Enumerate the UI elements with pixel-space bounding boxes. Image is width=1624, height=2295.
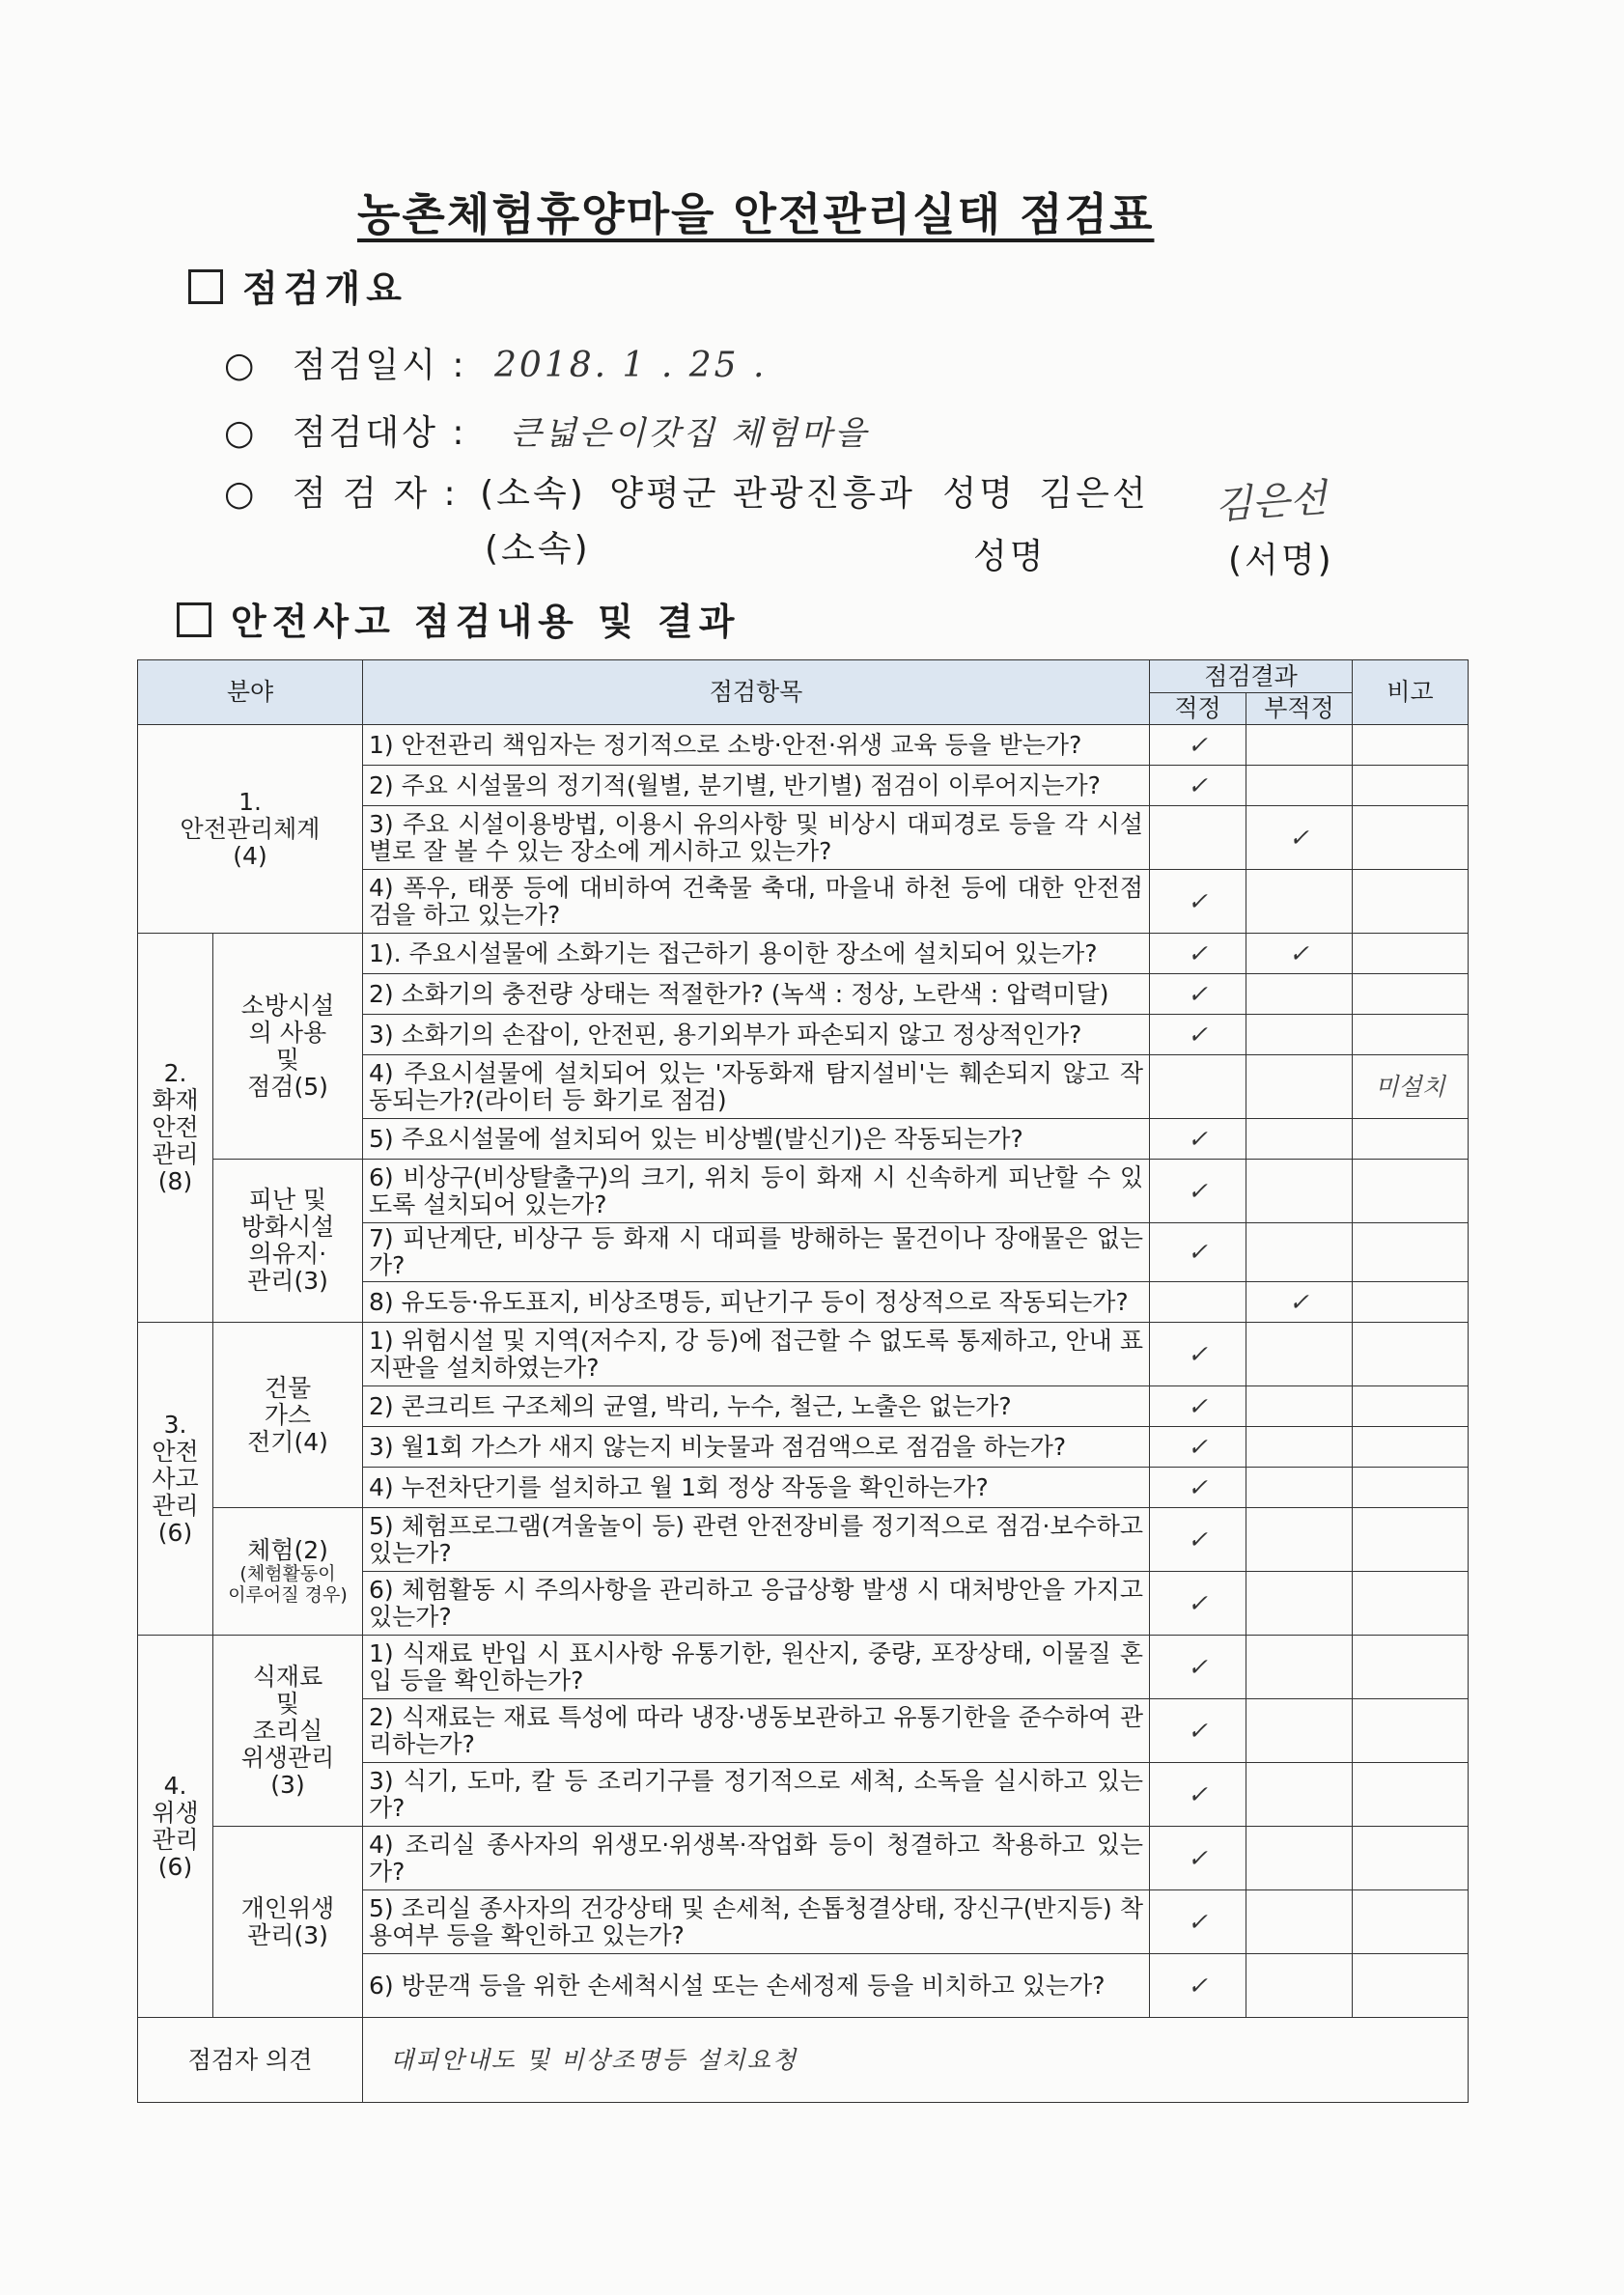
item-text: 4) 폭우, 태풍 등에 대비하여 건축물 축대, 마을내 하천 등에 대한 안전점검을 하고 있는가?: [363, 870, 1150, 934]
date-row: [224, 338, 767, 387]
result-ok-mark: ✓: [1150, 1508, 1246, 1572]
section-overview-label: 점검개요: [242, 267, 407, 310]
result-ok-mark: ✓: [1150, 766, 1246, 806]
table-row: [138, 1508, 1469, 1572]
note-cell: [1353, 1160, 1469, 1223]
date-label: 점검일시 :: [292, 346, 467, 385]
note-cell: [1353, 766, 1469, 806]
bullet-circle-icon: ○: [224, 346, 258, 385]
target-label: 점검대상 :: [292, 413, 467, 453]
inspector-row: [224, 466, 1149, 516]
item-text: 1). 주요시설물에 소화기는 접근하기 용이한 장소에 설치되어 있는가?: [363, 934, 1150, 974]
result-ok-mark: ✓: [1150, 1954, 1246, 2018]
category-3: 3. 안전 사고 관리 (6): [138, 1323, 213, 1636]
result-ng-mark: [1246, 1763, 1353, 1827]
result-ok-mark: ✓: [1150, 725, 1246, 766]
subcategory-2a: 소방시설 의 사용 및 점검(5): [213, 934, 363, 1160]
item-text: 5) 체험프로그램(겨울놀이 등) 관련 안전장비를 정기적으로 점검·보수하고 있는가?: [363, 1508, 1150, 1572]
table-row: [138, 1160, 1469, 1223]
item-text: 6) 비상구(비상탈출구)의 크기, 위치 등이 화재 시 신속하게 피난할 수 있도록 설치되어 있는가?: [363, 1160, 1150, 1223]
bullet-circle-icon: ○: [224, 413, 258, 453]
result-ok-mark: ✓: [1150, 1827, 1246, 1890]
result-ok-mark: ✓: [1150, 870, 1246, 934]
note-cell: [1353, 806, 1469, 870]
result-ng-mark: ✓: [1246, 1282, 1353, 1323]
result-ng-mark: [1246, 1427, 1353, 1468]
name-label-2: 성명: [973, 537, 1047, 576]
item-text: 8) 유도등·유도표지, 비상조명등, 피난기구 등이 정상적으로 작동되는가?: [363, 1282, 1150, 1323]
result-ng-mark: [1246, 1890, 1353, 1954]
result-ng-mark: [1246, 1954, 1353, 2018]
inspection-table: [137, 659, 1469, 2103]
result-ok-mark: ✓: [1150, 1468, 1246, 1508]
table-row: [138, 934, 1469, 974]
result-ng-mark: [1246, 1468, 1353, 1508]
result-ok-mark: ✓: [1150, 974, 1246, 1015]
subcategory-4a: 식재료 및 조리실 위생관리 (3): [213, 1636, 363, 1827]
result-ok-mark: [1150, 1055, 1246, 1119]
result-ok-mark: ✓: [1150, 1323, 1246, 1386]
note-cell: [1353, 974, 1469, 1015]
note-cell: [1353, 1508, 1469, 1572]
result-ok-mark: ✓: [1150, 1699, 1246, 1763]
note-cell: [1353, 1763, 1469, 1827]
item-text: 2) 콘크리트 구조체의 균열, 박리, 누수, 철근, 노출은 없는가?: [363, 1386, 1150, 1427]
result-ok-mark: ✓: [1150, 1119, 1246, 1160]
table-header-row: [138, 660, 1469, 693]
header-note: 비고: [1353, 660, 1469, 725]
checkbox-square-icon: [188, 269, 223, 304]
note-cell: [1353, 1386, 1469, 1427]
result-ok-mark: ✓: [1150, 1890, 1246, 1954]
name-label: 성명: [942, 474, 1016, 514]
note-cell: [1353, 1890, 1469, 1954]
result-ok-mark: ✓: [1150, 1223, 1246, 1282]
note-cell: [1353, 1954, 1469, 2018]
result-ok-mark: [1150, 806, 1246, 870]
subcategory-3a: 건물 가스 전기(4): [213, 1323, 363, 1508]
result-ok-mark: ✓: [1150, 1160, 1246, 1223]
item-text: 3) 주요 시설이용방법, 이용시 유의사항 및 비상시 대피경로 등을 각 시설별로 잘 볼 수 있는 장소에 게시하고 있는가?: [363, 806, 1150, 870]
result-ng-mark: [1246, 1119, 1353, 1160]
item-text: 7) 피난계단, 비상구 등 화재 시 대피를 방해하는 물건이나 장애물은 없는가?: [363, 1223, 1150, 1282]
target-value: 큰넓은이갓집 체험마을: [510, 414, 870, 453]
result-ng-mark: ✓: [1246, 934, 1353, 974]
section-results-label: 안전사고 점검내용 및 결과: [231, 601, 741, 643]
item-text: 6) 방문객 등을 위한 손세척시설 또는 손세정제 등을 비치하고 있는가?: [363, 1954, 1150, 2018]
result-ng-mark: [1246, 870, 1353, 934]
result-ok-mark: ✓: [1150, 1572, 1246, 1636]
note-cell: [1353, 1572, 1469, 1636]
subcategory-3b-note: (체험활동이 이루어질 경우): [228, 1563, 348, 1606]
note-cell: 미설치: [1353, 1055, 1469, 1119]
item-text: 2) 식재료는 재료 특성에 따라 냉장·냉동보관하고 유통기한을 준수하여 관리하는가?: [363, 1699, 1150, 1763]
opinion-value: 대피안내도 및 비상조명등 설치요청: [363, 2018, 1469, 2103]
result-ng-mark: [1246, 1699, 1353, 1763]
handwritten-signature: 김은선: [1213, 476, 1329, 528]
sign-label: (서명): [1228, 541, 1334, 580]
name-value: 김은선: [1039, 474, 1149, 514]
result-ng-mark: [1246, 1223, 1353, 1282]
item-text: 3) 월1회 가스가 새지 않는지 비눗물과 점검액으로 점검을 하는가?: [363, 1427, 1150, 1468]
result-ng-mark: [1246, 1015, 1353, 1055]
page-title: 농촌체험휴양마을 안전관리실태 점검표: [357, 188, 1155, 240]
note-cell: [1353, 1699, 1469, 1763]
result-ok-mark: ✓: [1150, 1763, 1246, 1827]
table-row: [138, 725, 1469, 766]
header-items: 점검항목: [363, 660, 1150, 725]
note-cell: [1353, 1323, 1469, 1386]
result-ng-mark: [1246, 1160, 1353, 1223]
note-cell: [1353, 1282, 1469, 1323]
result-ng-mark: [1246, 1508, 1353, 1572]
subcategory-4b: 개인위생 관리(3): [213, 1827, 363, 2018]
item-text: 1) 위험시설 및 지역(저수지, 강 등)에 접근할 수 없도록 통제하고, 안내 표지판을 설치하였는가?: [363, 1323, 1150, 1386]
section-results-heading: [177, 592, 740, 645]
item-text: 5) 주요시설물에 설치되어 있는 비상벨(발신기)은 작동되는가?: [363, 1119, 1150, 1160]
checkbox-square-icon: [177, 602, 211, 637]
table-row: [138, 1323, 1469, 1386]
note-cell: [1353, 1427, 1469, 1468]
item-text: 5) 조리실 종사자의 건강상태 및 손세척, 손톱청결상태, 장신구(반지등) 착용여부 등을 확인하고 있는가?: [363, 1890, 1150, 1954]
subcategory-2b: 피난 및 방화시설 의유지· 관리(3): [213, 1160, 363, 1323]
item-text: 4) 누전차단기를 설치하고 월 1회 정상 작동을 확인하는가?: [363, 1468, 1150, 1508]
affiliation-value: 양평군 관광진흥과: [609, 474, 915, 514]
result-ng-mark: [1246, 1827, 1353, 1890]
result-ng-mark: [1246, 1386, 1353, 1427]
item-text: 1) 안전관리 책임자는 정기적으로 소방·안전·위생 교육 등을 받는가?: [363, 725, 1150, 766]
result-ng-mark: [1246, 1055, 1353, 1119]
note-cell: [1353, 1223, 1469, 1282]
result-ng-mark: [1246, 974, 1353, 1015]
note-cell: [1353, 934, 1469, 974]
result-ng-mark: ✓: [1246, 806, 1353, 870]
opinion-label: 점검자 의견: [138, 2018, 363, 2103]
result-ok-mark: ✓: [1150, 1636, 1246, 1699]
result-ng-mark: [1246, 725, 1353, 766]
result-ok-mark: ✓: [1150, 934, 1246, 974]
affiliation-label: (소속): [480, 474, 586, 514]
opinion-row: [138, 2018, 1469, 2103]
item-text: 3) 소화기의 손잡이, 안전핀, 용기외부가 파손되지 않고 정상적인가?: [363, 1015, 1150, 1055]
result-ok-mark: [1150, 1282, 1246, 1323]
subcategory-3b-label: 체험(2): [247, 1536, 328, 1565]
result-ok-mark: ✓: [1150, 1015, 1246, 1055]
category-1: 1. 안전관리체계 (4): [138, 725, 363, 934]
header-result: 점검결과: [1150, 660, 1353, 693]
inspector-label: 점 검 자 :: [292, 474, 459, 514]
item-text: 3) 식기, 도마, 칼 등 조리기구를 정기적으로 세척, 소독을 실시하고 있는가?: [363, 1763, 1150, 1827]
category-2: 2. 화재 안전 관리 (8): [138, 934, 213, 1323]
table-row: [138, 1636, 1469, 1699]
item-text: 2) 소화기의 충전량 상태는 적절한가? (녹색 : 정상, 노란색 : 압력미달): [363, 974, 1150, 1015]
result-ng-mark: [1246, 1323, 1353, 1386]
item-text: 4) 주요시설물에 설치되어 있는 '자동화재 탐지설비'는 훼손되지 않고 작동되는가?(라이터 등 화기로 점검): [363, 1055, 1150, 1119]
table-row: [138, 1827, 1469, 1890]
note-cell: [1353, 1015, 1469, 1055]
result-ok-mark: ✓: [1150, 1386, 1246, 1427]
target-row: [224, 406, 869, 455]
affiliation-label-2: (소속): [485, 529, 591, 569]
result-ok-mark: ✓: [1150, 1427, 1246, 1468]
category-4: 4. 위생 관리 (6): [138, 1636, 213, 2018]
note-cell: [1353, 1827, 1469, 1890]
note-cell: [1353, 1636, 1469, 1699]
header-field: 분야: [138, 660, 363, 725]
note-cell: [1353, 725, 1469, 766]
date-value: 2018. 1 . 25 .: [494, 346, 768, 385]
item-text: 1) 식재료 반입 시 표시사항 유통기한, 원산지, 중량, 포장상태, 이물질 혼입 등을 확인하는가?: [363, 1636, 1150, 1699]
section-overview-heading: [188, 259, 407, 312]
header-ng: 부적정: [1246, 693, 1353, 725]
result-ng-mark: [1246, 1572, 1353, 1636]
note-cell: [1353, 1119, 1469, 1160]
item-text: 6) 체험활동 시 주의사항을 관리하고 응급상황 발생 시 대처방안을 가지고 있는가?: [363, 1572, 1150, 1636]
result-ng-mark: [1246, 766, 1353, 806]
result-ng-mark: [1246, 1636, 1353, 1699]
note-cell: [1353, 1468, 1469, 1508]
item-text: 4) 조리실 종사자의 위생모·위생복·작업화 등이 청결하고 착용하고 있는가?: [363, 1827, 1150, 1890]
note-cell: [1353, 870, 1469, 934]
item-text: 2) 주요 시설물의 정기적(월별, 분기별, 반기별) 점검이 이루어지는가?: [363, 766, 1150, 806]
subcategory-3b: [213, 1508, 363, 1636]
header-ok: 적정: [1150, 693, 1246, 725]
bullet-circle-icon: ○: [224, 474, 258, 514]
